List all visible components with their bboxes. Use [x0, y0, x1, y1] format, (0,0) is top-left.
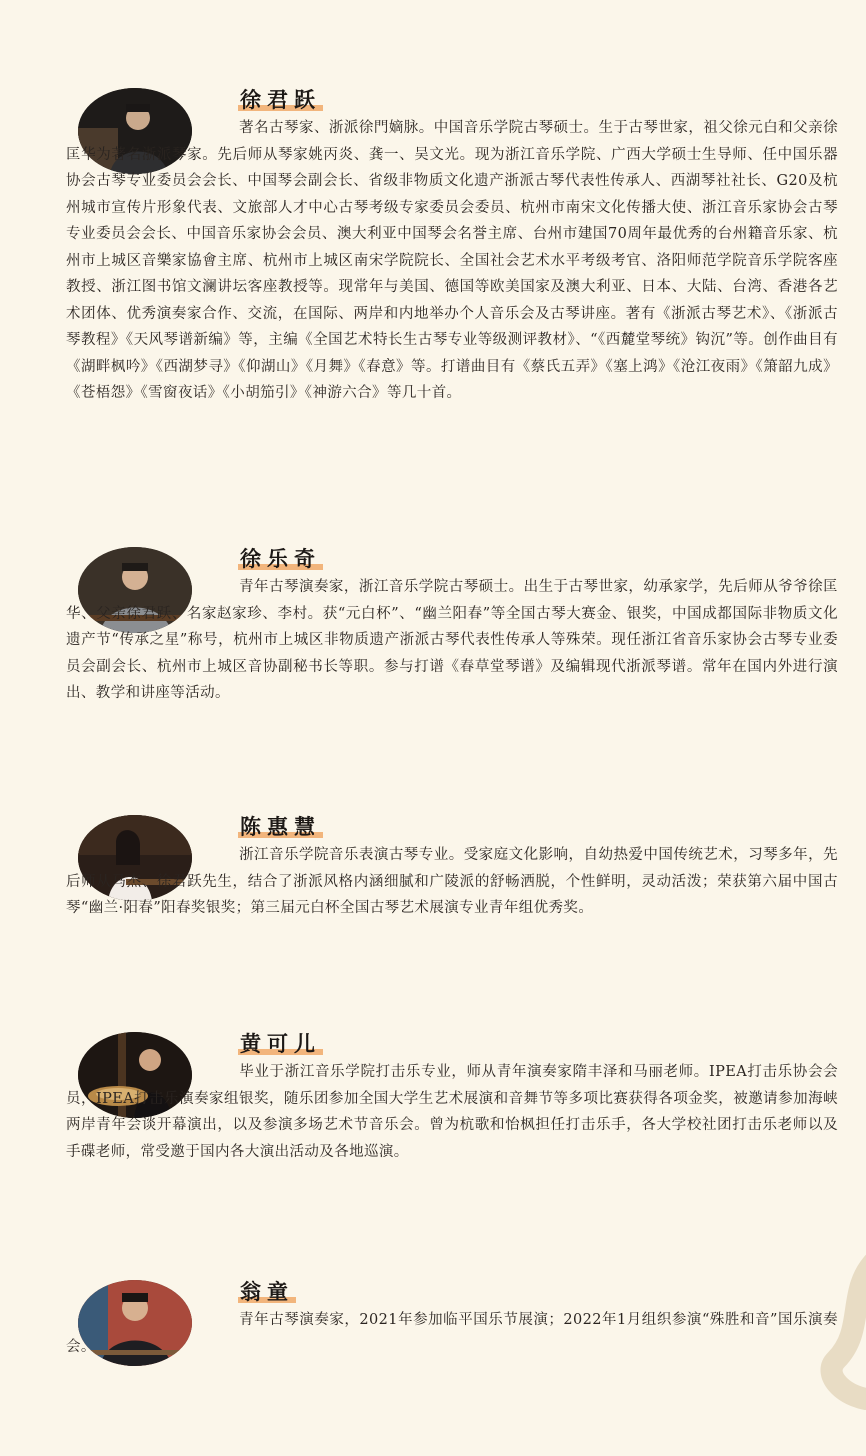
bio-text: 著名古琴家、浙派徐門嫡脉。中国音乐学院古琴硕士。生于古琴世家，祖父徐元白和父亲徐匡华为著名浙派琴家。先后师从琴家姚丙炎、龚一、吴文光。现为浙江音乐学院、广西大学硕士生导师、任中国乐器协会古琴专业委员会会长、中国琴会副会长、省级非物质文化遗产浙派古琴代表性传承人、西湖琴社社长、G20及杭州城市宣传片形象代表、文旅部人才中心古琴考级专家委员会委员、杭州市南宋文化传播大使、浙江音乐家协会古琴专业委员会会长、中国音乐家协会会员、澳大利亚中国琴会名誉主席、台州市建国70周年最优秀的台州籍音乐家、杭州市上城区音樂家協會主席、杭州市上城区南宋学院院长、全国社会艺术水平考级考官、洛阳师范学院音乐学院客座教授、浙江图书馆文澜讲坛客座教授等。现常年与美国、德国等欧美国家及澳大利亚、日本、大陆、台湾、香港各艺术团体、优秀演奏家合作、交流，在国际、两岸和内地举办个人音乐会及古琴讲座。著有《浙派古琴艺术》、《浙派古琴教程》《天风琴谱新编》等，主编《全国艺术特长生古琴专业等级测评教材》、“《西麓堂琴统》钩沉”等。创作曲目有《湖畔枫吟》《西湖梦寻》《仰湖山》《月舞》《春意》等。打谱曲目有《蔡氏五弄》《塞上鸿》《沧江夜雨》《箫韶九成》《苍梧怨》《雪窗夜话》《小胡笳引》《神游六合》等几十首。 [66, 120, 838, 401]
performer-name: 黄可儿 [240, 1031, 321, 1056]
bio-text: 青年古琴演奏家，浙江音乐学院古琴硕士。出生于古琴世家，幼承家学，先后师从爷爷徐匡华、父亲徐君跃、名家赵家珍、李村。获“元白杯”、“幽兰阳春”等全国古琴大赛金、银奖，中国成都国际非物质文化遗产节“传承之星”称号，杭州市上城区非物质遗产浙派古琴代表性传承人等殊荣。现任浙江省音乐家协会古琴专业委员会副会长、杭州市上城区音协副秘书长等职。参与打谱《春草堂琴谱》及编辑现代浙派琴谱。常年在国内外进行演出、教学和讲座等活动。 [66, 579, 838, 701]
bio-text: 浙江音乐学院音乐表演古琴专业。受家庭文化影响，自幼热爱中国传统艺术，习琴多年，先后师从马杰、徐君跃先生，结合了浙派风格内涵细腻和广陵派的舒畅洒脱，个性鲜明，灵动活泼；荣获第六届中国古琴“幽兰·阳春”阳春奖银奖；第三届元白杯全国古琴艺术展演专业青年组优秀奖。 [66, 847, 838, 916]
performer-bio [66, 842, 838, 922]
performer-name: 徐君跃 [240, 87, 321, 112]
performer-bio [66, 574, 838, 707]
bio-text: 青年古琴演奏家，2021年参加临平国乐节展演；2022年1月组织参演“殊胜和音”国乐演奏会。 [66, 1312, 838, 1355]
performer-bio [66, 1307, 838, 1360]
performer-name: 翁童 [240, 1279, 294, 1304]
performer-bio [66, 115, 838, 407]
performer-name: 陈惠慧 [240, 814, 321, 839]
bio-text: 毕业于浙江音乐学院打击乐专业，师从青年演奏家隋丰泽和马丽老师。IPEA打击乐协会会员，IPEA打击乐演奏家组银奖，随乐团参加全国大学生艺术展演和音舞节等多项比赛获得各项金奖，被邀请参加海峡两岸青年会谈开幕演出，以及参演多场艺术节音乐会。曾为杭歌和怡枫担任打击乐手，各大学校社团打击乐老师以及手碟老师，常受邀于国内各大演出活动及各地巡演。 [66, 1064, 838, 1160]
performer-bio [66, 1059, 838, 1165]
performer-name: 徐乐奇 [240, 546, 321, 571]
